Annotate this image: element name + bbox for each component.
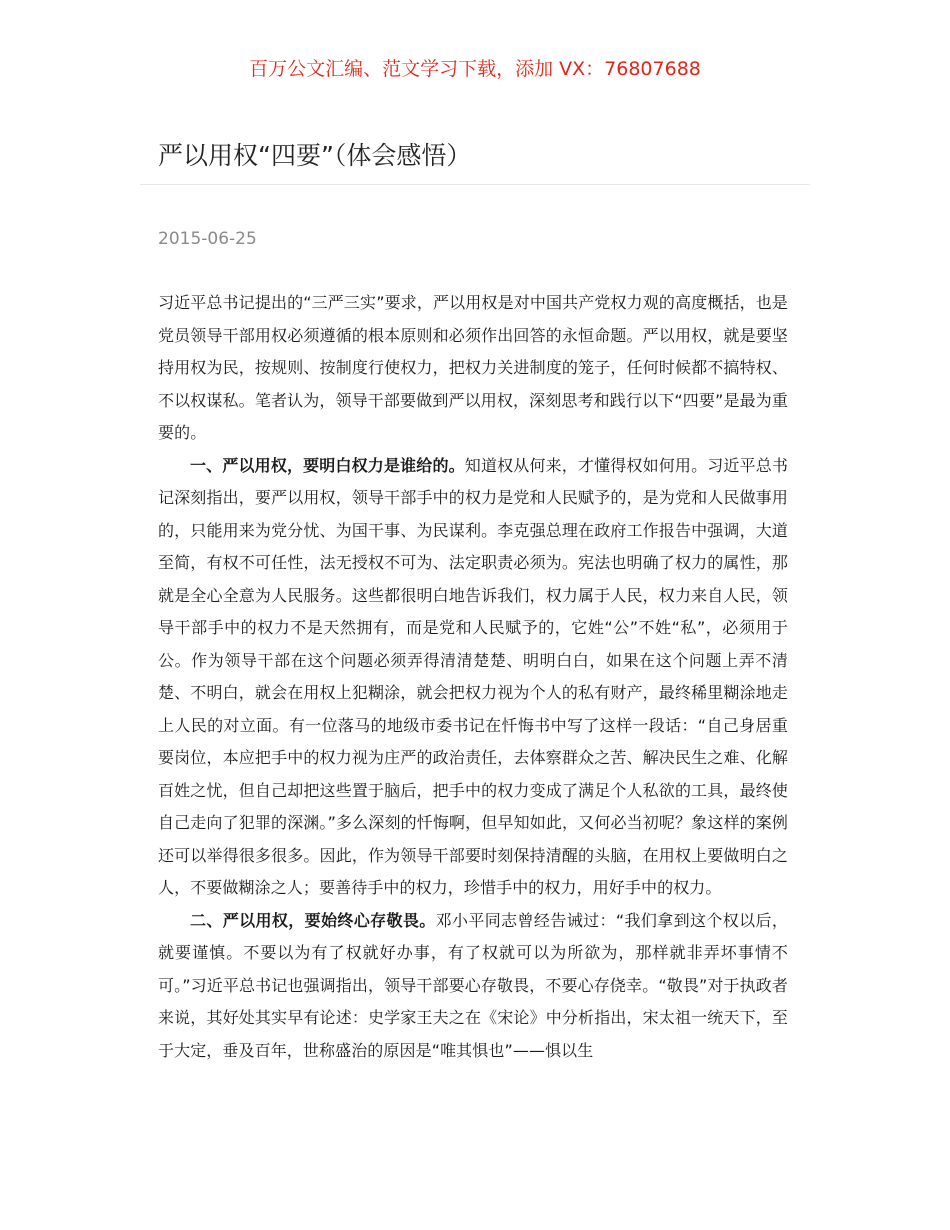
paragraph-text: 知道权从何来，才懂得权如何用。习近平总书记深刻指出，要严以用权，领导干部手中的权力是党和人民赋予的，是为党和人民做事用的，只能用来为党分忧、为国干事、为民谋利。李克强总理在政府工作报告中强调，大道至简，有权不可任性，法无授权不可为、法定职责必须为。宪法也明确了权力的属性，那就是全心全意为人民服务。这些都很明白地告诉我们，权力属于人民，权力来自人民，领导干部手中的权力不是天然拥有，而是党和人民赋予的，它姓“公”不姓“私”，必须用于公。作为领导干部在这个问题必须弄得清清楚楚、明明白白，如果在这个问题上弄不清楚、不明白，就会在用权上犯糊涂，就会把权力视为个人的私有财产，最终稀里糊涂地走上人民的对立面。有一位落马的地级市委书记在忏悔书中写了这样一段话：“自己身居重要岗位，本应把手中的权力视为庄严的政治责任，去体察群众之苦、解决民生之难、化解百姓之忧，但自己却把这些置于脑后，把手中的权力变成了满足个人私欲的工具，最终使自己走向了犯罪的深渊。”多么深刻的忏悔啊，但早知如此，又何必当初呢？象这样的案例还可以举得很多很多。因此，作为领导干部要时刻保持清醒的头脑，在用权上要做明白之人，不要做糊涂之人；要善待手中的权力，珍惜手中的权力，用好手中的权力。 xyxy=(158,455,788,897)
paragraph-intro xyxy=(158,287,788,450)
article-title: 严以用权“四要”（体会感悟） xyxy=(158,141,472,170)
promo-banner: 百万公文汇编、范文学习下载，添加 VX：76807688 xyxy=(249,58,701,80)
paragraph-text: 习近平总书记提出的“三严三实”要求，严以用权是对中国共产党权力观的高度概括，也是党员领导干部用权必须遵循的根本原则和必须作出回答的永恒命题。严以用权，就是要坚持用权为民，按规则、按制度行使权力，把权力关进制度的笼子，任何时候都不搞特权、不以权谋私。笔者认为，领导干部要做到严以用权，深刻思考和践行以下“四要”是最为重要的。 xyxy=(158,293,788,442)
paragraph-section-1 xyxy=(158,450,788,905)
paragraph-section-2 xyxy=(158,905,788,1068)
title-divider xyxy=(140,184,810,185)
section-heading: 二、严以用权，要始终心存敬畏。 xyxy=(190,910,436,930)
publish-date: 2015-06-25 xyxy=(158,229,257,249)
article-body xyxy=(158,287,788,1067)
section-heading: 一、严以用权，要明白权力是谁给的。 xyxy=(190,455,465,475)
paragraph-text: 邓小平同志曾经告诫过：“我们拿到这个权以后，就要谨慎。不要以为有了权就好办事，有了权就可以为所欲为，那样就非弄坏事情不可。”习近平总书记也强调指出，领导干部要心存敬畏，不要心存侥幸。“敬畏”对于执政者来说，其好处其实早有论述：史学家王夫之在《宋论》中分析指出，宋太祖一统天下，至于大定，垂及百年，世称盛治的原因是“唯其惧也”——惧以生 xyxy=(158,910,788,1060)
